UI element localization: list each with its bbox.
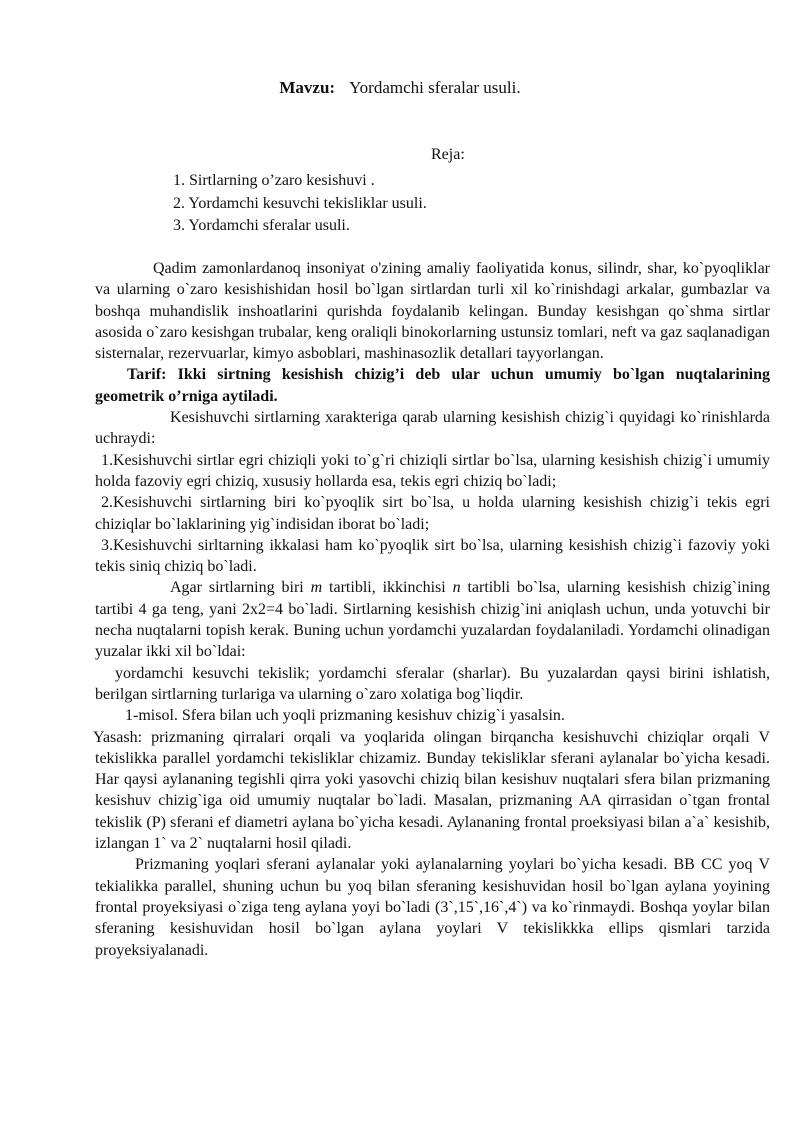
faces-paragraph: Prizmaning yoqlari sferani aylanalar yoki aylanalarning yoylari bo`yicha kesadi. BB CC yoq V tekialikka parallel, shuning uchun bu yoq bilan sferaning kesishuvidan hosil bo`lgan aylana yoyining frontal proyeksiyasi o`ziga teng aylana yoyi bo`ladi (3`,15`,16`,4`) va ko`rinmaydi. Boshqa yoylar bilan sferaning kesishuvidan hosil bo`lgan aylana yoylari V tekislikkka ellips qismlari tarzida proyeksiyalanadi. xyxy=(95,856,770,959)
topic-heading xyxy=(0,78,800,98)
order-paragraph xyxy=(95,577,770,662)
plan-heading: Reja: xyxy=(431,146,465,163)
topic-label: Mavzu: xyxy=(279,78,336,97)
plan-list xyxy=(173,170,427,238)
case-2-paragraph: 2.Kesishuvchi sirtlarning biri ko`pyoqlik sirt bo`lsa, u holda ularning kesishish chizig`i tekis egri chiziqlar bo`laklarining yig`indisidan iborat bo`ladi; xyxy=(95,494,770,533)
case-3-paragraph: 3.Kesishuvchi sirltarning ikkalasi ham ko`pyoqlik sirt bo`lsa, ularning kesishish chizig`i fazoviy yoki tekis siniq chiziq bo`ladi. xyxy=(95,536,770,576)
topic-title: Yordamchi sferalar usuli. xyxy=(349,78,521,97)
plan-item: 2. Yordamchi kesuvchi tekisliklar usuli. xyxy=(173,194,427,212)
example-heading: 1-misol. Sfera bilan uch yoqli prizmaning kesishuv chizig`i yasalsin. xyxy=(125,707,565,725)
auxiliary-surfaces-paragraph: yordamchi kesuvchi tekislik; yordamchi sferalar (sharlar). Bu yuzalardan qaysi birini ishlatish, berilgan sirtlarning turlariga va ularning o`zaro xolatiga bog`liqdir. xyxy=(95,664,770,703)
order-text-b: tartibli, ikkinchisi xyxy=(322,579,453,597)
order-text-a: Agar sirtlarning biri xyxy=(170,579,311,597)
definition-paragraph: Tarif: Ikki sirtning kesishish chizig’i deb ular uchun umumiy bo`lgan nuqtalarining geometrik o’rniga aytiladi. xyxy=(95,366,770,405)
order-text-c: tartibli bo`lsa, ularning kesishish chizig`ining tartibi 4 ga teng, yani 2x2=4 bo`ladi. Sirtlarning kesishish chizig`ini aniqlash uchun, unda yotuvchi bir necha nuqtalarni topish kerak. Buning uchun yordamchi yuzalardan foydalaniladi. Yordamchi olinadigan yuzalar ikki xil bo`ldai: xyxy=(95,579,771,661)
var-n: n xyxy=(452,579,461,597)
document-body xyxy=(95,258,770,961)
intro-paragraph: Qadim zamonlardanoq insoniyat o'zining amaliy faoliyatida konus, silindr, shar, ko`pyoqliklar va ularning o`zaro kesishishidan hosil bo`lgan sirtlardan turli xil ko`rinishdagi arkalar, gumbazlar va boshqa muhandislik inshoatlarini qurishda foydalanib kelingan. Bunday kesishgan qo`shma sirtlar asosida o`zaro kesishgan trubalar, keng oraliqli binokorlarning ustunsiz tomlari, neft va gaz saqlanadigan sisternalar, rezervuarlar, kimyo asboblari, mashinasozlik detallari tayyorlangan. xyxy=(95,260,770,363)
plan-item: 3. Yordamchi sferalar usuli. xyxy=(173,217,350,234)
types-paragraph: Kesishuvchi sirtlarning xarakteriga qarab ularning kesishish chizig`i quyidagi ko`rinishlarda uchraydi: xyxy=(95,409,770,448)
var-m: m xyxy=(310,579,323,597)
plan-item: 1. Sirtlarning o’zaro kesishuvi . xyxy=(173,172,375,189)
solution-paragraph: Yasash: prizmaning qirralari orqali va yoqlarida olingan birqancha kesishuvchi chiziqlar orqali V tekislikka parallel yordamchi tekisliklar chizamiz. Bunday tekisliklar sferani aylanalar bo`yicha kesadi. Har qaysi aylananing tegishli qirra yoki yasovchi chiziq bilan kesishuv nuqtalari sfera bilan prizmaning kesishuv chizig`iga oid umumiy nuqtalar bo`ladi. Masalan, prizmaning AA qirrasidan o`tgan frontal tekislik (P) sferani ef diametri aylana bo`yicha kesadi. Aylananing frontal proeksiyasi bilan a`a` kesishib, izlangan 1` va 2` nuqtalarni hosil qiladi. xyxy=(93,728,770,853)
case-1-paragraph: 1.Kesishuvchi sirtlar egri chiziqli yoki to`g`ri chiziqli sirtlar bo`lsa, ularning kesishish chizig`i umumiy holda fazoviy egri chiziq, xususiy hollarda esa, tekis egri chiziq bo`ladi; xyxy=(95,451,770,490)
